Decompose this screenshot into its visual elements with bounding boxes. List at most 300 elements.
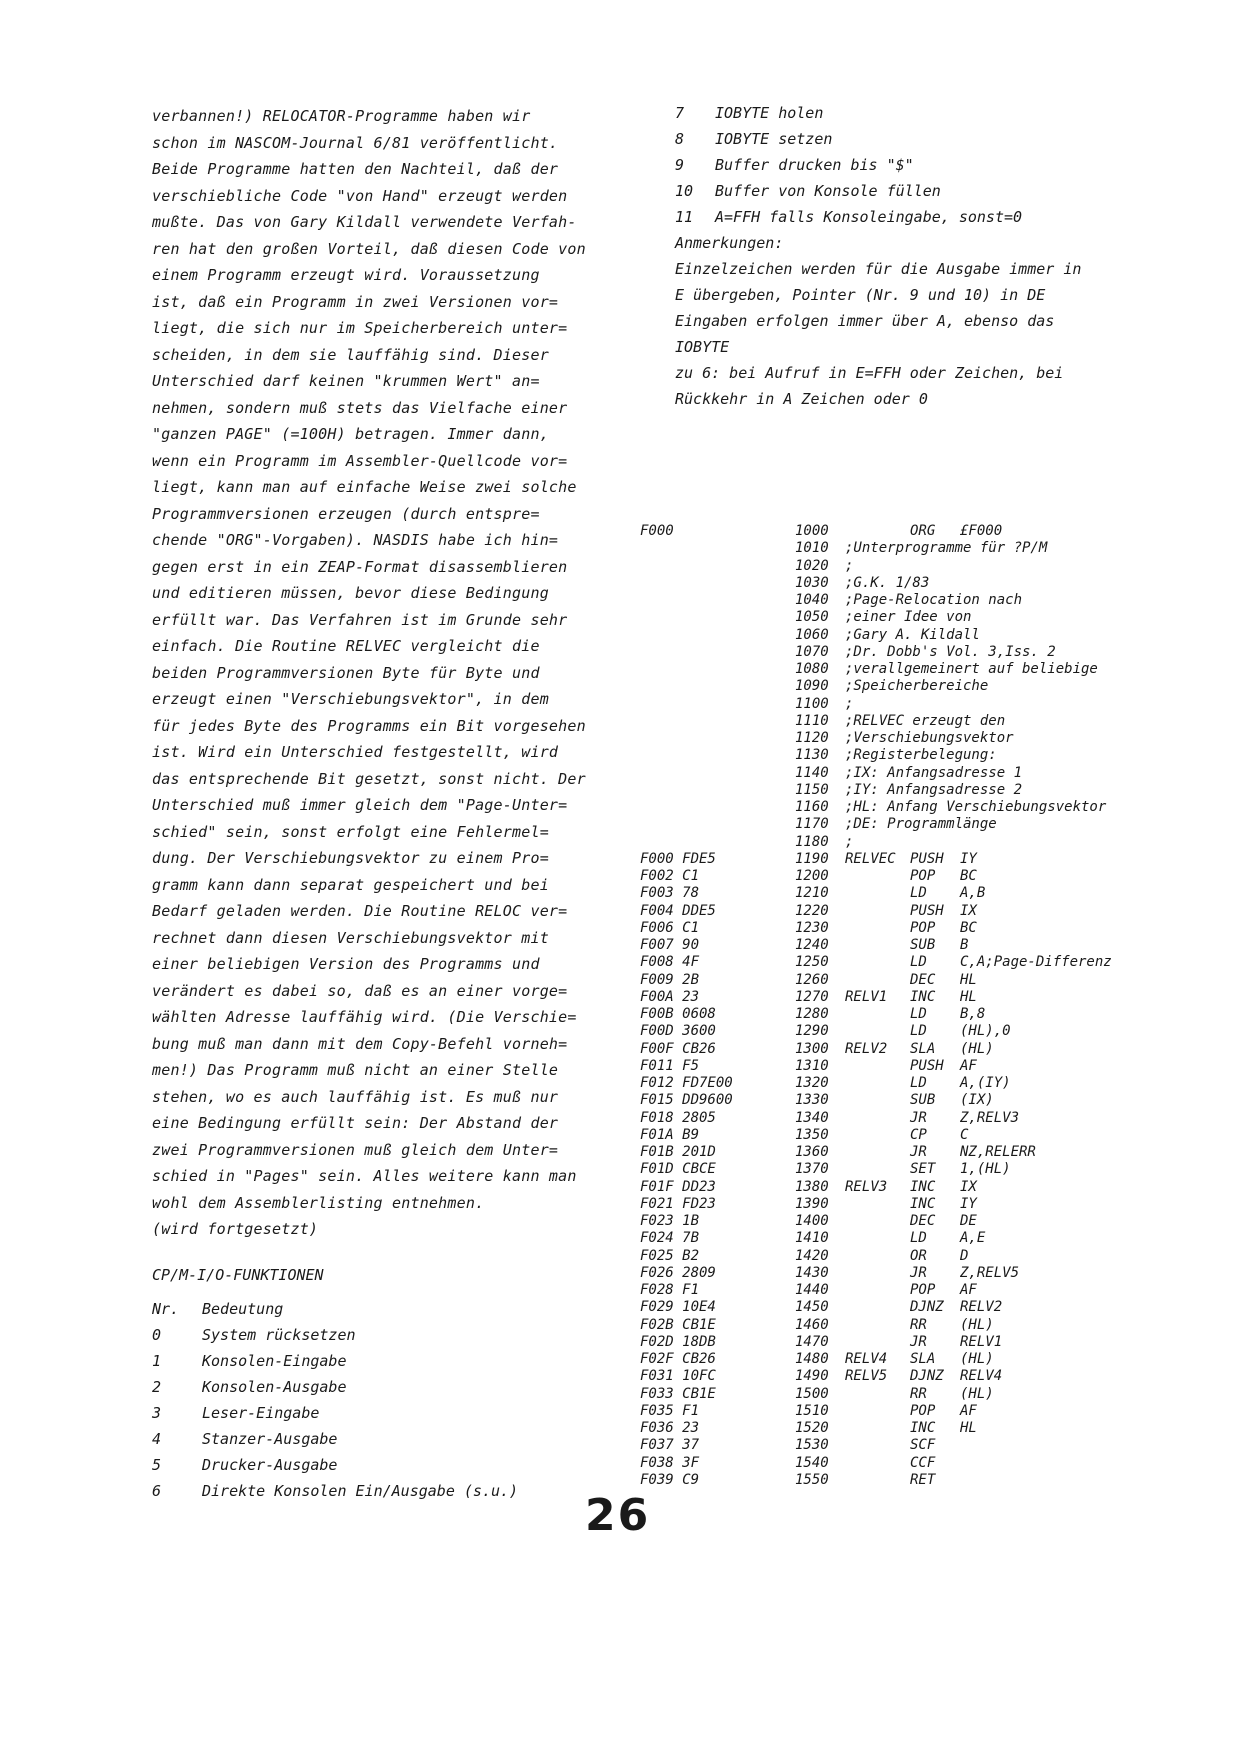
listing-row	[640, 1472, 1200, 1489]
listing-row	[640, 1127, 1200, 1144]
function-number: 10	[675, 182, 694, 200]
listing-opcode: POP	[910, 1402, 936, 1419]
listing-label: ;	[845, 833, 854, 850]
listing-operand: (HL)	[960, 1385, 994, 1402]
listing-opcode: JR	[910, 1109, 927, 1126]
text-line: für jedes Byte des Programms ein Bit vorgesehen	[152, 716, 586, 735]
text-line: einfach. Die Routine RELVEC vergleicht die	[152, 637, 540, 655]
listing-address: F01D CBCE	[640, 1161, 716, 1178]
text-line: (wird fortgesetzt)	[152, 1220, 319, 1238]
listing-address: F015 DD9600	[640, 1092, 733, 1109]
listing-row	[640, 1006, 1200, 1023]
listing-opcode: POP	[910, 919, 936, 936]
text-line: bung muß man dann mit dem Copy-Befehl vorneh=	[152, 1034, 568, 1053]
listing-line-number: 1480	[795, 1351, 829, 1367]
listing-operand: AF	[960, 1057, 977, 1074]
listing-label: ;Page-Relocation nach	[845, 592, 1023, 608]
listing-label: RELVEC	[845, 850, 896, 867]
listing-line-number: 1080	[795, 661, 829, 677]
listing-label: ;Gary A. Kildall	[845, 626, 980, 643]
function-description: Konsolen-Eingabe	[202, 1352, 347, 1370]
text-line: eine Bedingung erfüllt sein: Der Abstand der	[152, 1114, 559, 1132]
listing-operand: DE	[960, 1213, 977, 1229]
listing-opcode: ORG	[910, 523, 936, 539]
listing-row	[640, 558, 1200, 575]
listing-address: F02F CB26	[640, 1351, 716, 1367]
listing-line-number: 1220	[795, 902, 829, 919]
listing-opcode: CCF	[910, 1454, 936, 1471]
listing-label: ;Speicherbereiche	[845, 678, 989, 695]
listing-line-number: 1200	[795, 868, 829, 884]
listing-operand: B,8	[960, 1006, 986, 1022]
listing-label: ;verallgemeinert auf beliebige	[845, 661, 1098, 677]
listing-line-number: 1000	[795, 523, 829, 539]
listing-line-number: 1540	[795, 1454, 829, 1471]
listing-line-number: 1300	[795, 1040, 829, 1057]
listing-address: F031 10FC	[640, 1368, 716, 1385]
text-line: stehen, wo es auch lauffähig ist. Es muß nur	[152, 1087, 559, 1106]
cpm-function-item	[152, 1400, 612, 1426]
listing-row	[640, 575, 1200, 592]
listing-row	[640, 799, 1200, 816]
function-description: Drucker-Ausgabe	[202, 1456, 338, 1474]
listing-opcode: PUSH	[910, 1057, 944, 1074]
listing-operand: (HL)	[960, 1316, 994, 1333]
listing-operand: A,B	[960, 885, 986, 902]
listing-operand: RELV1	[960, 1333, 1003, 1350]
listing-line-number: 1330	[795, 1092, 829, 1109]
listing-label: RELV5	[845, 1368, 888, 1385]
function-description: Leser-Eingabe	[202, 1404, 320, 1422]
listing-opcode: SLA	[910, 1351, 936, 1367]
text-line: dung. Der Verschiebungsvektor zu einem Pro=	[152, 849, 549, 867]
listing-line-number: 1360	[795, 1144, 829, 1160]
listing-opcode: INC	[910, 1178, 936, 1195]
listing-address: F00A 23	[640, 988, 700, 1005]
listing-row	[640, 540, 1200, 557]
listing-address: F006 C1	[640, 919, 700, 936]
note-line: Eingaben erfolgen immer über A, ebenso das	[675, 312, 1055, 330]
listing-row	[640, 1282, 1200, 1299]
listing-address: F033 CB1E	[640, 1385, 716, 1402]
listing-row	[640, 747, 1200, 764]
listing-row	[640, 1403, 1200, 1420]
listing-row	[640, 592, 1200, 609]
text-line: liegt, die sich nur im Speicherbereich unter=	[152, 319, 568, 337]
listing-operand: 1,(HL)	[960, 1161, 1011, 1178]
note-line: E übergeben, Pointer (Nr. 9 und 10) in DE	[675, 286, 1046, 304]
listing-address: F002 C1	[640, 868, 700, 884]
listing-address: F004 DDE5	[640, 902, 716, 919]
listing-opcode: PUSH	[910, 850, 944, 867]
listing-opcode: JR	[910, 1264, 927, 1281]
listing-operand: £F000	[960, 523, 1003, 539]
cpm-header-text: Bedeutung	[202, 1300, 284, 1318]
listing-line-number: 1350	[795, 1126, 829, 1143]
listing-label: ;Verschiebungsvektor	[845, 730, 1014, 746]
listing-operand: NZ,RELERR	[960, 1144, 1036, 1160]
listing-row	[640, 1213, 1200, 1230]
text-line: rechnet dann diesen Verschiebungsvektor mit	[152, 928, 549, 947]
listing-label: RELV2	[845, 1040, 888, 1057]
text-line: liegt, kann man auf einfache Weise zwei solche	[152, 478, 577, 496]
function-description: Konsolen-Ausgabe	[202, 1378, 347, 1396]
listing-operand: (HL)	[960, 1351, 994, 1367]
function-description: Stanzer-Ausgabe	[202, 1430, 338, 1448]
function-number: 9	[675, 156, 685, 174]
function-description: Direkte Konsolen Ein/Ausgabe (s.u.)	[202, 1482, 519, 1500]
listing-address: F01F DD23	[640, 1178, 716, 1195]
listing-operand: BC	[960, 919, 977, 936]
listing-row	[640, 920, 1200, 937]
listing-line-number: 1490	[795, 1368, 829, 1385]
listing-opcode: INC	[910, 1420, 936, 1436]
text-line: chende "ORG"-Vorgaben). NASDIS habe ich hin=	[152, 531, 559, 549]
listing-opcode: SLA	[910, 1040, 936, 1057]
text-line: Programmversionen erzeugen (durch entspre=	[152, 504, 540, 523]
listing-operand: D	[960, 1247, 969, 1264]
listing-row	[640, 609, 1200, 626]
cpm-function-item	[675, 126, 1195, 152]
listing-address: F036 23	[640, 1420, 700, 1436]
text-line: mußte. Das von Gary Kildall verwendete Verfah-	[152, 213, 577, 231]
text-line: beiden Programmversionen Byte für Byte und	[152, 663, 540, 682]
listing-opcode: LD	[910, 1006, 927, 1022]
listing-row	[640, 834, 1200, 851]
listing-line-number: 1020	[795, 557, 829, 574]
listing-line-number: 1180	[795, 833, 829, 850]
listing-opcode: PUSH	[910, 902, 944, 919]
function-description: IOBYTE holen	[715, 104, 824, 122]
listing-row	[640, 1248, 1200, 1265]
listing-address: F025 B2	[640, 1247, 700, 1264]
page-number: 26	[585, 1490, 651, 1541]
listing-row	[640, 644, 1200, 661]
listing-row	[640, 1092, 1200, 1109]
listing-operand: IY	[960, 1195, 977, 1212]
listing-operand: (IX)	[960, 1092, 994, 1109]
listing-line-number: 1270	[795, 988, 829, 1005]
cpm-list-title: CP/M-I/O-FUNKTIONEN	[152, 1266, 324, 1284]
listing-address: F02B CB1E	[640, 1316, 716, 1333]
function-number: 11	[675, 208, 694, 226]
listing-opcode: RET	[910, 1471, 936, 1488]
cpm-list-header	[152, 1296, 612, 1322]
article-text	[152, 103, 612, 1243]
listing-opcode: LD	[910, 1023, 927, 1040]
text-line: schon im NASCOM-Journal 6/81 veröffentlicht.	[152, 133, 559, 152]
listing-row	[640, 816, 1200, 833]
listing-row	[640, 1317, 1200, 1334]
text-line: erfüllt war. Das Verfahren ist im Grunde sehr	[152, 610, 568, 629]
listing-address: F038 3F	[640, 1454, 700, 1471]
listing-operand: IY	[960, 850, 977, 867]
listing-row	[640, 696, 1200, 713]
listing-line-number: 1120	[795, 730, 829, 746]
listing-operand: RELV4	[960, 1368, 1003, 1385]
notes	[675, 230, 1195, 412]
listing-opcode: POP	[910, 868, 936, 884]
listing-line-number: 1250	[795, 954, 829, 971]
listing-address: F00D 3600	[640, 1023, 716, 1040]
listing-line-number: 1310	[795, 1057, 829, 1074]
listing-line-number: 1440	[795, 1282, 829, 1298]
note-line: Einzelzeichen werden für die Ausgabe immer in	[675, 260, 1082, 278]
listing-address: F035 F1	[640, 1402, 700, 1419]
function-description: Buffer drucken bis "$"	[715, 156, 914, 174]
listing-address: F039 C9	[640, 1471, 700, 1488]
listing-line-number: 1520	[795, 1420, 829, 1436]
listing-line-number: 1430	[795, 1264, 829, 1281]
listing-label: ;HL: Anfang Verschiebungsvektor	[845, 799, 1107, 815]
listing-opcode: RR	[910, 1385, 927, 1402]
listing-row	[640, 1455, 1200, 1472]
listing-label: ;RELVEC erzeugt den	[845, 712, 1006, 729]
listing-line-number: 1130	[795, 747, 829, 764]
listing-opcode: INC	[910, 1195, 936, 1212]
listing-opcode: POP	[910, 1282, 936, 1298]
listing-line-number: 1190	[795, 850, 829, 867]
function-list-continued	[675, 100, 1195, 412]
listing-operand: HL	[960, 1420, 977, 1436]
listing-row	[640, 678, 1200, 695]
listing-row	[640, 903, 1200, 920]
listing-address: F024 7B	[640, 1230, 700, 1247]
function-number: 5	[152, 1456, 162, 1474]
listing-row	[640, 954, 1200, 971]
text-line: Beide Programme hatten den Nachteil, daß der	[152, 160, 559, 178]
listing-row	[640, 1437, 1200, 1454]
cpm-function-item	[152, 1374, 612, 1400]
listing-opcode: SET	[910, 1161, 936, 1178]
cpm-function-item	[152, 1452, 612, 1478]
function-number: 0	[152, 1326, 162, 1344]
text-line: scheiden, in dem sie lauffähig sind. Dieser	[152, 345, 549, 364]
listing-line-number: 1320	[795, 1075, 829, 1091]
text-line: das entsprechende Bit gesetzt, sonst nicht. Der	[152, 769, 586, 788]
function-number: 8	[675, 130, 685, 148]
text-line: nehmen, sondern muß stets das Vielfache einer	[152, 398, 568, 417]
cpm-function-item	[152, 1426, 612, 1452]
listing-opcode: INC	[910, 988, 936, 1005]
listing-operand: B	[960, 937, 969, 953]
text-line: zwei Programmversionen muß gleich dem Unter=	[152, 1140, 559, 1159]
listing-operand: (HL)	[960, 1040, 994, 1057]
text-line: verändert es dabei so, daß es an einer vorge=	[152, 981, 568, 1000]
function-number: 1	[152, 1352, 162, 1370]
text-line: Bedarf geladen werden. Die Routine RELOC ver=	[152, 902, 568, 920]
listing-line-number: 1010	[795, 540, 829, 557]
text-line: schied in "Pages" sein. Alles weitere kann man	[152, 1167, 577, 1185]
listing-opcode: LD	[910, 1075, 927, 1091]
listing-address: F000	[640, 523, 674, 539]
listing-line-number: 1210	[795, 885, 829, 902]
listing-label: RELV1	[845, 988, 888, 1005]
listing-address: F026 2809	[640, 1264, 716, 1281]
cpm-function-item	[152, 1478, 612, 1504]
listing-line-number: 1110	[795, 712, 829, 729]
listing-operand: IX	[960, 1178, 977, 1195]
listing-row	[640, 1179, 1200, 1196]
function-number: 2	[152, 1378, 162, 1396]
listing-line-number: 1100	[795, 695, 829, 712]
listing-opcode: LD	[910, 1230, 927, 1247]
listing-line-number: 1170	[795, 816, 829, 833]
listing-label: ;IY: Anfangsadresse 2	[845, 781, 1023, 798]
listing-row	[640, 523, 1200, 540]
listing-address: F011 F5	[640, 1057, 700, 1074]
listing-opcode: SUB	[910, 937, 936, 953]
listing-line-number: 1280	[795, 1006, 829, 1022]
listing-line-number: 1400	[795, 1213, 829, 1229]
function-number: 4	[152, 1430, 162, 1448]
listing-address: F028 F1	[640, 1282, 700, 1298]
note-line: Anmerkungen:	[675, 234, 784, 252]
listing-line-number: 1150	[795, 781, 829, 798]
listing-line-number: 1240	[795, 937, 829, 953]
listing-address: F008 4F	[640, 954, 700, 971]
listing-operand: HL	[960, 988, 977, 1005]
function-description: System rücksetzen	[202, 1326, 356, 1344]
listing-opcode: OR	[910, 1247, 927, 1264]
listing-line-number: 1260	[795, 971, 829, 988]
listing-label: ;Registerbelegung:	[845, 747, 997, 764]
listing-row	[640, 1230, 1200, 1247]
cpm-function-item	[152, 1322, 612, 1348]
cpm-function-list	[152, 1262, 612, 1504]
text-line: einer beliebigen Version des Programms und	[152, 955, 540, 973]
listing-row	[640, 730, 1200, 747]
function-number: 3	[152, 1404, 162, 1422]
listing-label: RELV4	[845, 1351, 888, 1367]
function-description: A=FFH falls Konsoleingabe, sonst=0	[715, 208, 1023, 226]
listing-row	[640, 782, 1200, 799]
listing-opcode: CP	[910, 1126, 927, 1143]
listing-line-number: 1140	[795, 764, 829, 781]
function-number: 6	[152, 1482, 162, 1500]
listing-address: F009 2B	[640, 971, 700, 988]
listing-row	[640, 885, 1200, 902]
listing-row	[640, 765, 1200, 782]
listing-line-number: 1230	[795, 919, 829, 936]
text-line: "ganzen PAGE" (=100H) betragen. Immer dann,	[152, 425, 549, 443]
text-line: wenn ein Programm im Assembler-Quellcode vor=	[152, 451, 568, 470]
listing-row	[640, 661, 1200, 678]
listing-opcode: SUB	[910, 1092, 936, 1109]
listing-row	[640, 972, 1200, 989]
listing-opcode: JR	[910, 1333, 927, 1350]
listing-line-number: 1090	[795, 678, 829, 695]
listing-address: F029 10E4	[640, 1299, 716, 1316]
function-number: 7	[675, 104, 685, 122]
listing-operand: IX	[960, 902, 977, 919]
listing-operand: A,(IY)	[960, 1075, 1011, 1091]
listing-operand: AF	[960, 1402, 977, 1419]
function-description: IOBYTE setzen	[715, 130, 833, 148]
cpm-function-item	[152, 1348, 612, 1374]
listing-row	[640, 937, 1200, 954]
listing-row	[640, 989, 1200, 1006]
listing-row	[640, 1334, 1200, 1351]
listing-opcode: LD	[910, 885, 927, 902]
listing-row	[640, 1161, 1200, 1178]
listing-line-number: 1040	[795, 592, 829, 608]
listing-operand: C,A;Page-Differenz	[960, 954, 1112, 971]
listing-operand: (HL),0	[960, 1023, 1011, 1040]
listing-operand: Z,RELV5	[960, 1264, 1020, 1281]
listing-row	[640, 1058, 1200, 1075]
listing-row	[640, 1041, 1200, 1058]
listing-line-number: 1290	[795, 1023, 829, 1040]
cpm-header-nr: Nr.	[152, 1300, 180, 1318]
listing-address: F023 1B	[640, 1213, 700, 1229]
listing-line-number: 1030	[795, 574, 829, 591]
text-line: gegen erst in ein ZEAP-Format disassemblieren	[152, 557, 568, 576]
listing-row	[640, 1351, 1200, 1368]
listing-operand: A,E	[960, 1230, 986, 1247]
listing-row	[640, 1299, 1200, 1316]
text-line: einem Programm erzeugt wird. Voraussetzung	[152, 266, 540, 284]
listing-address: F018 2805	[640, 1109, 716, 1126]
listing-opcode: JR	[910, 1144, 927, 1160]
listing-row	[640, 1196, 1200, 1213]
listing-row	[640, 868, 1200, 885]
listing-address: F01A B9	[640, 1126, 700, 1143]
listing-opcode: LD	[910, 954, 927, 971]
listing-line-number: 1050	[795, 609, 829, 626]
listing-label: ;	[845, 557, 854, 574]
listing-opcode: RR	[910, 1316, 927, 1333]
listing-address: F02D 18DB	[640, 1333, 716, 1350]
listing-label: ;einer Idee von	[845, 609, 972, 626]
listing-row	[640, 627, 1200, 644]
listing-opcode: DEC	[910, 1213, 936, 1229]
listing-label: RELV3	[845, 1178, 888, 1195]
text-line: verbannen!) RELOCATOR-Programme haben wir	[152, 107, 531, 125]
listing-label: ;Unterprogramme für ?P/M	[845, 540, 1048, 557]
text-line: und editieren müssen, bevor diese Bedingung	[152, 584, 549, 602]
listing-row	[640, 1265, 1200, 1282]
listing-line-number: 1420	[795, 1247, 829, 1264]
listing-label: ;IX: Anfangsadresse 1	[845, 764, 1023, 781]
listing-label: ;	[845, 695, 854, 712]
listing-row	[640, 1420, 1200, 1437]
listing-line-number: 1550	[795, 1471, 829, 1488]
cpm-function-item	[675, 100, 1195, 126]
listing-operand: C	[960, 1126, 969, 1143]
listing-line-number: 1380	[795, 1178, 829, 1195]
listing-address: F012 FD7E00	[640, 1075, 733, 1091]
listing-row	[640, 713, 1200, 730]
cpm-function-item	[675, 204, 1195, 230]
listing-line-number: 1370	[795, 1161, 829, 1178]
text-line: Unterschied darf keinen "krummen Wert" an=	[152, 372, 540, 390]
listing-line-number: 1510	[795, 1402, 829, 1419]
listing-operand: RELV2	[960, 1299, 1003, 1316]
cpm-function-item	[675, 152, 1195, 178]
cpm-function-item	[675, 178, 1195, 204]
listing-line-number: 1390	[795, 1195, 829, 1212]
listing-line-number: 1470	[795, 1333, 829, 1350]
listing-row	[640, 1386, 1200, 1403]
listing-line-number: 1530	[795, 1437, 829, 1454]
text-line: ren hat den großen Vorteil, daß diesen Code von	[152, 239, 586, 258]
listing-label: ;DE: Programmlänge	[845, 816, 997, 833]
listing-address: F000 FDE5	[640, 850, 716, 867]
listing-row	[640, 851, 1200, 868]
listing-address: F007 90	[640, 937, 700, 953]
listing-row	[640, 1023, 1200, 1040]
